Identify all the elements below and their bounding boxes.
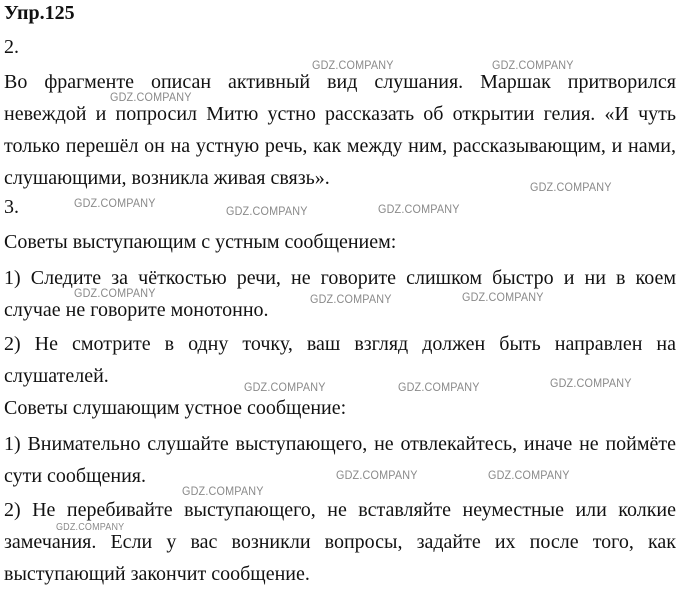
- speakers-tip-1: 1) Следите за чёткостью речи, не говорите слишком быстро и ни в коем случае не говорите монотонно.: [4, 267, 676, 321]
- exercise-title: Упр.125: [4, 2, 75, 24]
- watermark: GDZ.COMPANY: [530, 180, 612, 194]
- watermark: GDZ.COMPANY: [398, 380, 480, 394]
- watermark: GDZ.COMPANY: [488, 468, 570, 482]
- speakers-tip-2: 2) Не смотрите в одну точку, ваш взгляд должен быть направлен на слушателей.: [4, 333, 676, 387]
- watermark: GDZ.COMPANY: [550, 376, 632, 390]
- watermark: GDZ.COMPANY: [244, 380, 326, 394]
- watermark: GDZ.COMPANY: [462, 290, 544, 304]
- watermark: GDZ.COMPANY: [378, 202, 460, 216]
- listeners-tip-2: 2) Не перебивайте выступающего, не вставляйте неуместные или колкие замечания. Если у вас возникли вопросы, задайте их после того, как выступающий закончит сообщение.: [4, 499, 676, 585]
- watermark: GDZ.COMPANY: [56, 522, 125, 533]
- watermark: GDZ.COMPANY: [336, 468, 418, 482]
- watermark: GDZ.COMPANY: [110, 90, 192, 104]
- watermark: GDZ.COMPANY: [310, 292, 392, 306]
- listeners-tip-1: 1) Внимательно слушайте выступающего, не отвлекайтесь, иначе не поймёте сути сообщения.: [4, 433, 676, 487]
- watermark: GDZ.COMPANY: [226, 204, 308, 218]
- watermark: GDZ.COMPANY: [74, 286, 156, 300]
- item-number-3: 3.: [4, 196, 19, 218]
- item-number-2: 2.: [4, 36, 19, 58]
- watermark: GDZ.COMPANY: [312, 58, 394, 72]
- watermark: GDZ.COMPANY: [492, 58, 574, 72]
- answer-paragraph-2: Во фрагменте описан активный вид слушания. Маршак притворился невеждой и попросил Митю устно рассказать об открытии гелия. «И чуть только перешёл он на устную речь, как между ним, рассказывающим, и нами, слушающими, возникла живая связь».: [4, 71, 676, 189]
- speakers-tips-heading: Советы выступающим с устным сообщением:: [4, 231, 397, 253]
- watermark: GDZ.COMPANY: [182, 484, 264, 498]
- listeners-tips-heading: Советы слушающим устное сообщение:: [4, 397, 347, 419]
- watermark: GDZ.COMPANY: [74, 196, 156, 210]
